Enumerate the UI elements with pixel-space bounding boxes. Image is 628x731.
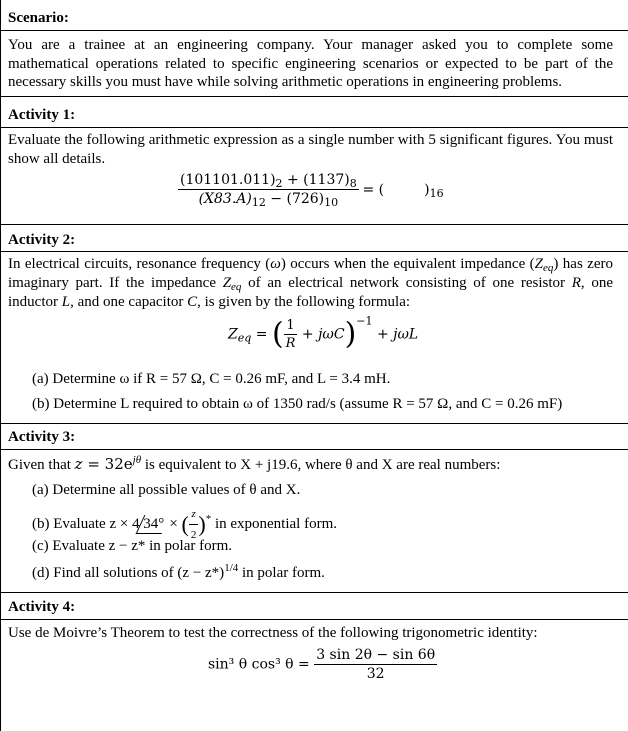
divider <box>0 592 628 593</box>
activity1-heading: Activity 1: <box>8 107 76 123</box>
divider <box>0 251 628 252</box>
activity3-heading: Activity 3: <box>8 429 76 445</box>
activity2-part-a: (a) Determine ω if R = 57 Ω, C = 0.26 mF, and L = 3.4 mH. <box>32 371 391 387</box>
activity2-body: In electrical circuits, resonance frequency (ω) occurs when the equivalent impedance $(Z_{eq})$ has zero imaginary part. If the impedance $Z_{eq}$ of an electrical network consisting of one resistor R, one inductor L, and one capacitor C, is given by the following formula: <box>8 256 613 310</box>
scenario-body: You are a trainee at an engineering company. Your manager asked you to complete some mathematical operations related to specific engineering scenarios or expected to be part of the necessary skills you must have while solving arithmetic operations in engineering problems. <box>8 37 613 90</box>
activity4-heading: Activity 4: <box>8 599 76 615</box>
activity3-part-c: (c) Evaluate z − z* in polar form. <box>32 538 233 554</box>
divider <box>0 127 628 128</box>
divider <box>0 224 628 225</box>
divider <box>0 619 628 620</box>
activity1-rhs: = ( )$_{16}$ <box>362 181 444 200</box>
activity3-part-a: (a) Determine all possible values of θ and X. <box>32 482 301 498</box>
activity4-body: Use de Moivre’s Theorem to test the correctness of the following trigonometric identity: <box>8 625 538 641</box>
activity1-expression <box>178 172 444 207</box>
activity1-numerator: $(101101.011)_2 + (1137)_8$ <box>180 172 357 190</box>
activity1-fraction <box>178 172 359 207</box>
impedance-formula: $Z_{eq}$ = ( $\frac{1}{R}$ + jωC)$^{-1}$ + jωL <box>228 314 419 352</box>
divider <box>0 96 628 97</box>
trig-identity: sin³ θ cos³ θ = $\frac{3 \sin 2\theta - \sin 6\theta}{32}$ <box>208 647 436 682</box>
activity3-part-b: (b) Evaluate z × 4 34° × ( $\frac{z}{2}$ )* in exponential form. <box>32 505 337 544</box>
activity3-part-d: (d) Find all solutions of $(z - z*)^{1/4}$ in polar form. <box>32 562 325 581</box>
activity1-denominator: $(X83.A)_{12} - (726)_{10}$ <box>198 191 339 209</box>
left-border <box>0 0 1 731</box>
divider <box>0 30 628 31</box>
activity2-heading: Activity 2: <box>8 232 76 248</box>
activity3-given: Given that $z = 32e^{j\theta}$ is equivalent to X + j19.6, where θ and X are real numbers: <box>8 454 501 473</box>
activity2-part-b: (b) Determine L required to obtain ω of 1350 rad/s (assume R = 57 Ω, and C = 0.26 mF) <box>32 396 563 412</box>
scenario-heading: Scenario: <box>8 10 69 26</box>
activity1-body: Evaluate the following arithmetic expression as a single number with 5 significant figures. You must show all details. <box>8 132 613 167</box>
divider <box>0 449 628 450</box>
divider <box>0 423 628 424</box>
